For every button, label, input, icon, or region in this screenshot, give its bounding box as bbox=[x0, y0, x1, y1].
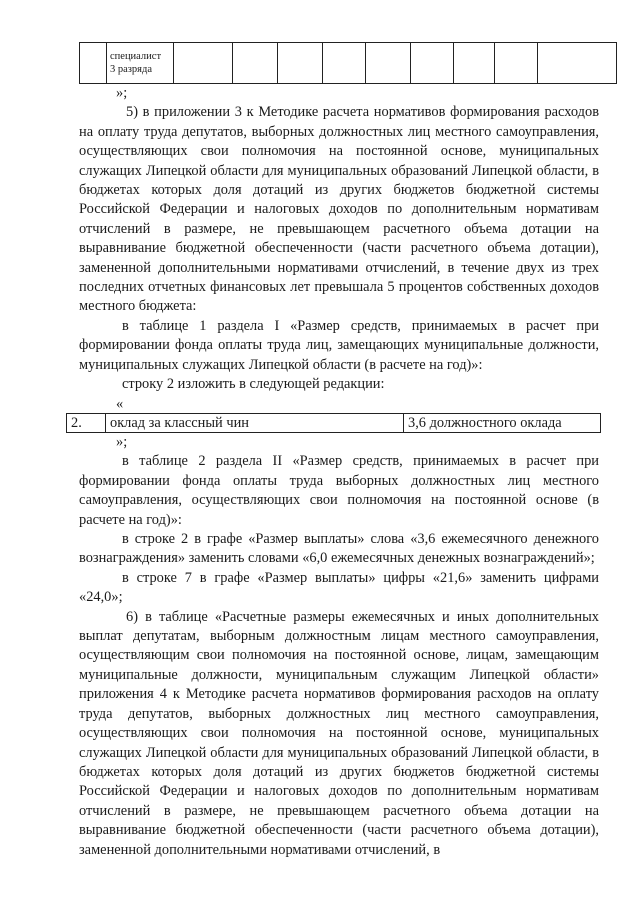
paragraph-table-2: в таблице 2 раздела II «Размер средств, принимаемых в расчет при формировании фонда оплаты труда выборных должностных лиц местного самоуправления, осуществляющих свои полномочия на постоянной основе (в расчете на год)»: bbox=[79, 453, 599, 528]
paragraph-row-7-change: в строке 7 в графе «Размер выплаты» цифры «21,6» заменить цифрами «24,0»; bbox=[79, 569, 599, 606]
table-cell bbox=[366, 43, 411, 84]
table-cell bbox=[174, 43, 233, 84]
position-cell bbox=[107, 43, 174, 84]
paragraph-row-2: строку 2 изложить в следующей редакции: bbox=[122, 376, 385, 393]
replacement-row-table bbox=[66, 413, 601, 433]
table-cell bbox=[454, 43, 495, 84]
quote-close: »; bbox=[116, 85, 128, 101]
table-cell bbox=[80, 43, 107, 84]
row-name-cell: оклад за классный чин bbox=[106, 414, 404, 433]
table-cell bbox=[323, 43, 366, 84]
position-line-2: 3 разряда bbox=[110, 64, 153, 75]
staff-table-fragment bbox=[79, 42, 617, 84]
text-block-2 bbox=[79, 433, 599, 860]
table-row bbox=[67, 414, 601, 433]
paragraph-table-1: в таблице 1 раздела I «Размер средств, принимаемых в расчет при формировании фонда оплаты труда лиц, замещающих муниципальные должности, муниципальных служащих Липецкой области (в расчете на год)»: bbox=[79, 317, 599, 373]
quote-open: « bbox=[116, 395, 124, 412]
table-cell bbox=[278, 43, 323, 84]
table-cell bbox=[411, 43, 454, 84]
table-cell bbox=[538, 43, 617, 84]
row-number-cell: 2. bbox=[67, 414, 106, 433]
table-cell bbox=[495, 43, 538, 84]
row-value-cell: 3,6 должностного оклада bbox=[404, 414, 601, 433]
paragraph-row-2-change: в строке 2 в графе «Размер выплаты» слова «3,6 ежемесячного денежного вознаграждения» заменить словами «6,0 ежемесячных денежных вознаграждений»; bbox=[79, 531, 599, 567]
paragraph-item-5: 5) в приложении 3 к Методике расчета нормативов формирования расходов на оплату труда депутатов, выборных должностных лиц местного самоуправления, осуществляющих свои полномочия на постоянной основе, муниципальных служащих Липецкой области для муниципальных образований Липецкой области, в бюджетах которых доля дотаций из других бюджетов бюджетной системы Российской Федерации и налоговых доходов по дополнительным нормативам отчислений в размере, не превышающем расчетного объема дотации на выравнивание бюджетной обеспеченности (части расчетного объема дотации), замененной дополнительными нормативами отчислений, в течение двух из трех последних отчетных финансовых лет превышала 5 процентов собственных доходов местного бюджета: bbox=[79, 104, 599, 315]
table-cell bbox=[233, 43, 278, 84]
text-block-1 bbox=[79, 84, 599, 414]
position-line-1: специалист bbox=[110, 51, 162, 62]
table-row bbox=[80, 43, 617, 84]
quote-close: »; bbox=[116, 434, 128, 450]
paragraph-item-6: 6) в таблице «Расчетные размеры ежемесячных и иных дополнительных выплат депутатам, выборным должностным лицам местного самоуправления, осуществляющим свои полномочия на постоянной основе, лицам, замещающим муниципальные должности, муниципальным служащим Липецкой области» приложения 4 к Методике расчета нормативов формирования расходов на оплату труда депутатов, выборных должностных лиц местного самоуправления, осуществляющих свои полномочия на постоянной основе, муниципальных служащих Липецкой области для муниципальных образований Липецкой области, в бюджетах которых доля дотаций из других бюджетов бюджетной системы Российской Федерации и налоговых доходов по дополнительным нормативам отчислений в размере, не превышающем расчетного объема дотации на выравнивание бюджетной обеспеченности (части расчетного объема дотации), замененной дополнительными нормативами отчислений, в bbox=[79, 608, 599, 858]
